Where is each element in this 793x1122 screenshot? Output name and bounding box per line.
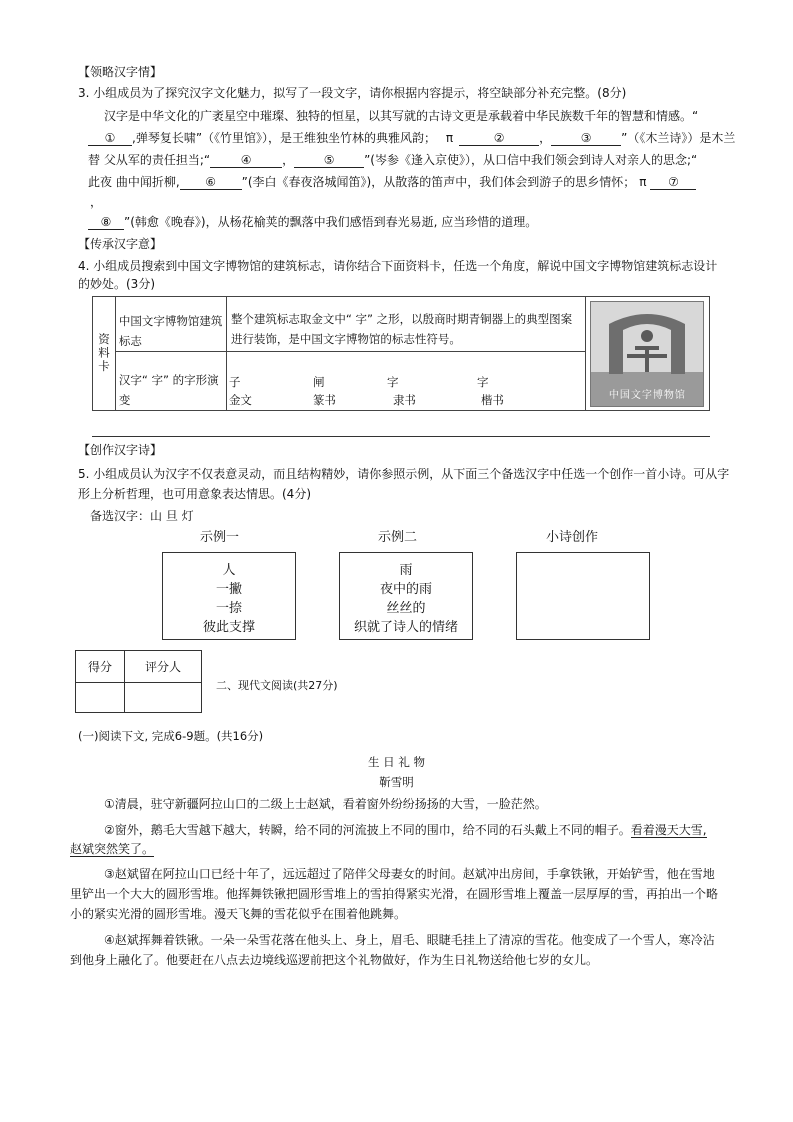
poem-creation-title: 小诗创作 [546,530,599,545]
paragraph-4-cont: 到他身上融化了。他要赶在八点去边境线巡逻前把这个礼物做好，作为生日礼物送给他七岁的女儿。 [70,953,599,967]
question-3-stem: 3. 小组成员为了探究汉字文化魅力，拟写了一段文字，请你根据内容提示，将空缺部分补充完整。(8分) [78,86,627,100]
example-2-line: 丝丝的 [386,601,426,616]
glyph-evolution-cell [226,352,585,411]
question-5-stem-1: 5. 小组成员认为汉字不仅表意灵动，而且结构精妙，请你参照示例，从下面三个备选汉字中任选一个创作一首小诗。可从字 [78,467,730,481]
paragraph-2: ②窗外，鹅毛大雪越下越大，转瞬，给不同的河流披上不同的围巾，给不同的石头戴上不同的帽子。看着漫天大雪, [104,823,707,837]
paragraph-3-cont: 小的紧实光滑的圆形雪堆。漫天飞舞的雪花似乎在围着他跳舞。 [70,907,407,921]
glyph-kaishu: 字 [476,375,489,389]
question-4-stem-1: 4. 小组成员搜索到中国文字博物馆的建筑标志，请你结合下面资料卡，任选一个角度，解说中国文字博物馆建筑标志设计 [78,259,718,273]
example-1-box [162,552,296,640]
paragraph-4: ④赵斌挥舞着铁锹。一朵一朵雪花落在他头上、身上，眉毛、眼睫毛挂上了清凉的雪花。他变成了一个雪人，寒冷沾 [104,933,715,947]
museum-logo-label: 中国文字博物馆建筑标志 [115,297,226,352]
paragraph-3-cont: 里铲出一个大大的圆形雪堆。他挥舞铁锹把圆形雪堆上的雪拍得紧实光滑，在圆形雪堆上覆盖一层厚厚的雪，再拍出一个略 [70,887,719,901]
answer-blank-1[interactable]: ① [88,131,132,146]
glyph-jinwen: 子 [228,375,241,389]
article-title: 生 日 礼 物 [368,755,425,769]
article-author: 靳雪明 [379,775,414,789]
q3-line-6: ⑧ ”(韩愈《晚春》)，从杨花榆荚的飘落中我们感悟到春光易逝, 应当珍惜的道理。 [88,214,537,230]
grader-header: 评分人 [125,651,202,683]
example-1-line: 人 [222,563,236,578]
answer-blank-2[interactable]: ② [459,131,539,146]
answer-blank-6[interactable]: ⑥ [180,175,242,190]
example-2-title: 示例二 [378,530,418,545]
underlined-sentence: 赵斌突然笑了。 [70,842,155,856]
museum-logo-description: 整个建筑标志取金文中“ 字” 之形，以殷商时期青铜器上的典型图案进行装饰，是中国文字博物馆的标志性符号。 [226,297,585,352]
example-2-line: 夜中的雨 [379,582,432,597]
script-lishu: 隶书 [392,393,416,407]
paragraph-1: ①清晨，驻守新疆阿拉山口的二级上士赵斌，看着窗外纷纷扬扬的大雪，一脸茫然。 [104,797,547,811]
glyph-zhuanshu: 闸 [312,375,325,389]
paragraph-2-cont [70,841,154,857]
poem-answer-box[interactable] [516,552,650,640]
example-1-line: 一捺 [215,601,242,616]
answer-blank-3[interactable]: ③ [551,131,621,146]
script-kaishu: 楷书 [480,393,504,407]
example-2-line: 织就了诗人的情绪 [353,620,458,635]
example-1-line: 彼此支撑 [202,620,255,635]
answer-blank-8[interactable]: ⑧ [88,215,124,230]
score-header: 得分 [76,651,125,683]
section-title-2: 【传承汉字意】 [78,237,163,251]
q3-line-3: 替 父从军的责任担当;“ ④ ， ⑤ ”(岑参《逢入京使》），从口信中我们领会到诗人对亲人的思念;“ [88,153,698,167]
divider [92,436,710,437]
grader-cell[interactable] [125,683,202,713]
script-zhuanshu: 篆书 [312,393,336,407]
q3-stray-comma: ， [90,195,103,209]
question-5-stem-2: 形上分析哲理，也可用意象表达情思。(4分) [78,487,311,501]
example-2-box [339,552,473,640]
underlined-sentence: 看着漫天大雪, [630,823,707,837]
section-title-3: 【创作汉字诗】 [78,443,163,457]
glyph-evolution-label: 汉字“ 字” 的字形演变 [115,352,226,411]
glyph-lishu: 字 [386,375,399,389]
part-2-title: 二、现代文阅读(共27分) [216,679,338,692]
photo-caption: 中国文字博物馆 [608,390,686,401]
candidate-characters: 备选汉字：山 旦 灯 [90,509,194,523]
score-cell[interactable] [76,683,125,713]
script-jinwen: 金文 [228,393,252,407]
example-2-line: 雨 [399,563,413,578]
answer-blank-4[interactable]: ④ [210,153,282,168]
q3-line-2: ① ,弹琴复长啸”（《竹里馆》），是王维独坐竹林的典雅风韵； π ② ， ③ ”（《木兰诗》）是木兰 [88,130,735,146]
section-title-1: 【领略汉字情】 [78,65,163,79]
score-table [75,650,202,713]
museum-logo-photo [590,301,704,407]
answer-blank-7[interactable]: ⑦ [650,175,696,190]
example-1-line: 一撇 [215,582,242,597]
reading-intro: (一)阅读下文, 完成6-9题。(共16分) [78,729,264,743]
q3-line-1: 汉字是中华文化的广袤星空中璀璨、独特的恒星，以其写就的古诗文更是承载着中华民族数千年的智慧和情感。“ [104,109,699,123]
info-card-label: 资料卡 [96,333,111,374]
q3-line-4: 此夜 曲中闻折柳, ⑥ ”(李白《春夜洛城闻笛》)，从散落的笛声中，我们体会到游子的思乡情怀； π ⑦ [88,174,696,190]
question-4-stem-2: 的妙处。(3分) [78,277,155,291]
example-1-title: 示例一 [200,530,240,545]
answer-blank-5[interactable]: ⑤ [294,153,364,168]
info-card [92,296,710,411]
photo-cell [586,297,710,411]
paragraph-3: ③赵斌留在阿拉山口已经十年了，远远超过了陪伴父母妻女的时间。赵斌冲出房间，手拿铁锹，开始铲雪，他在雪地 [104,867,715,881]
